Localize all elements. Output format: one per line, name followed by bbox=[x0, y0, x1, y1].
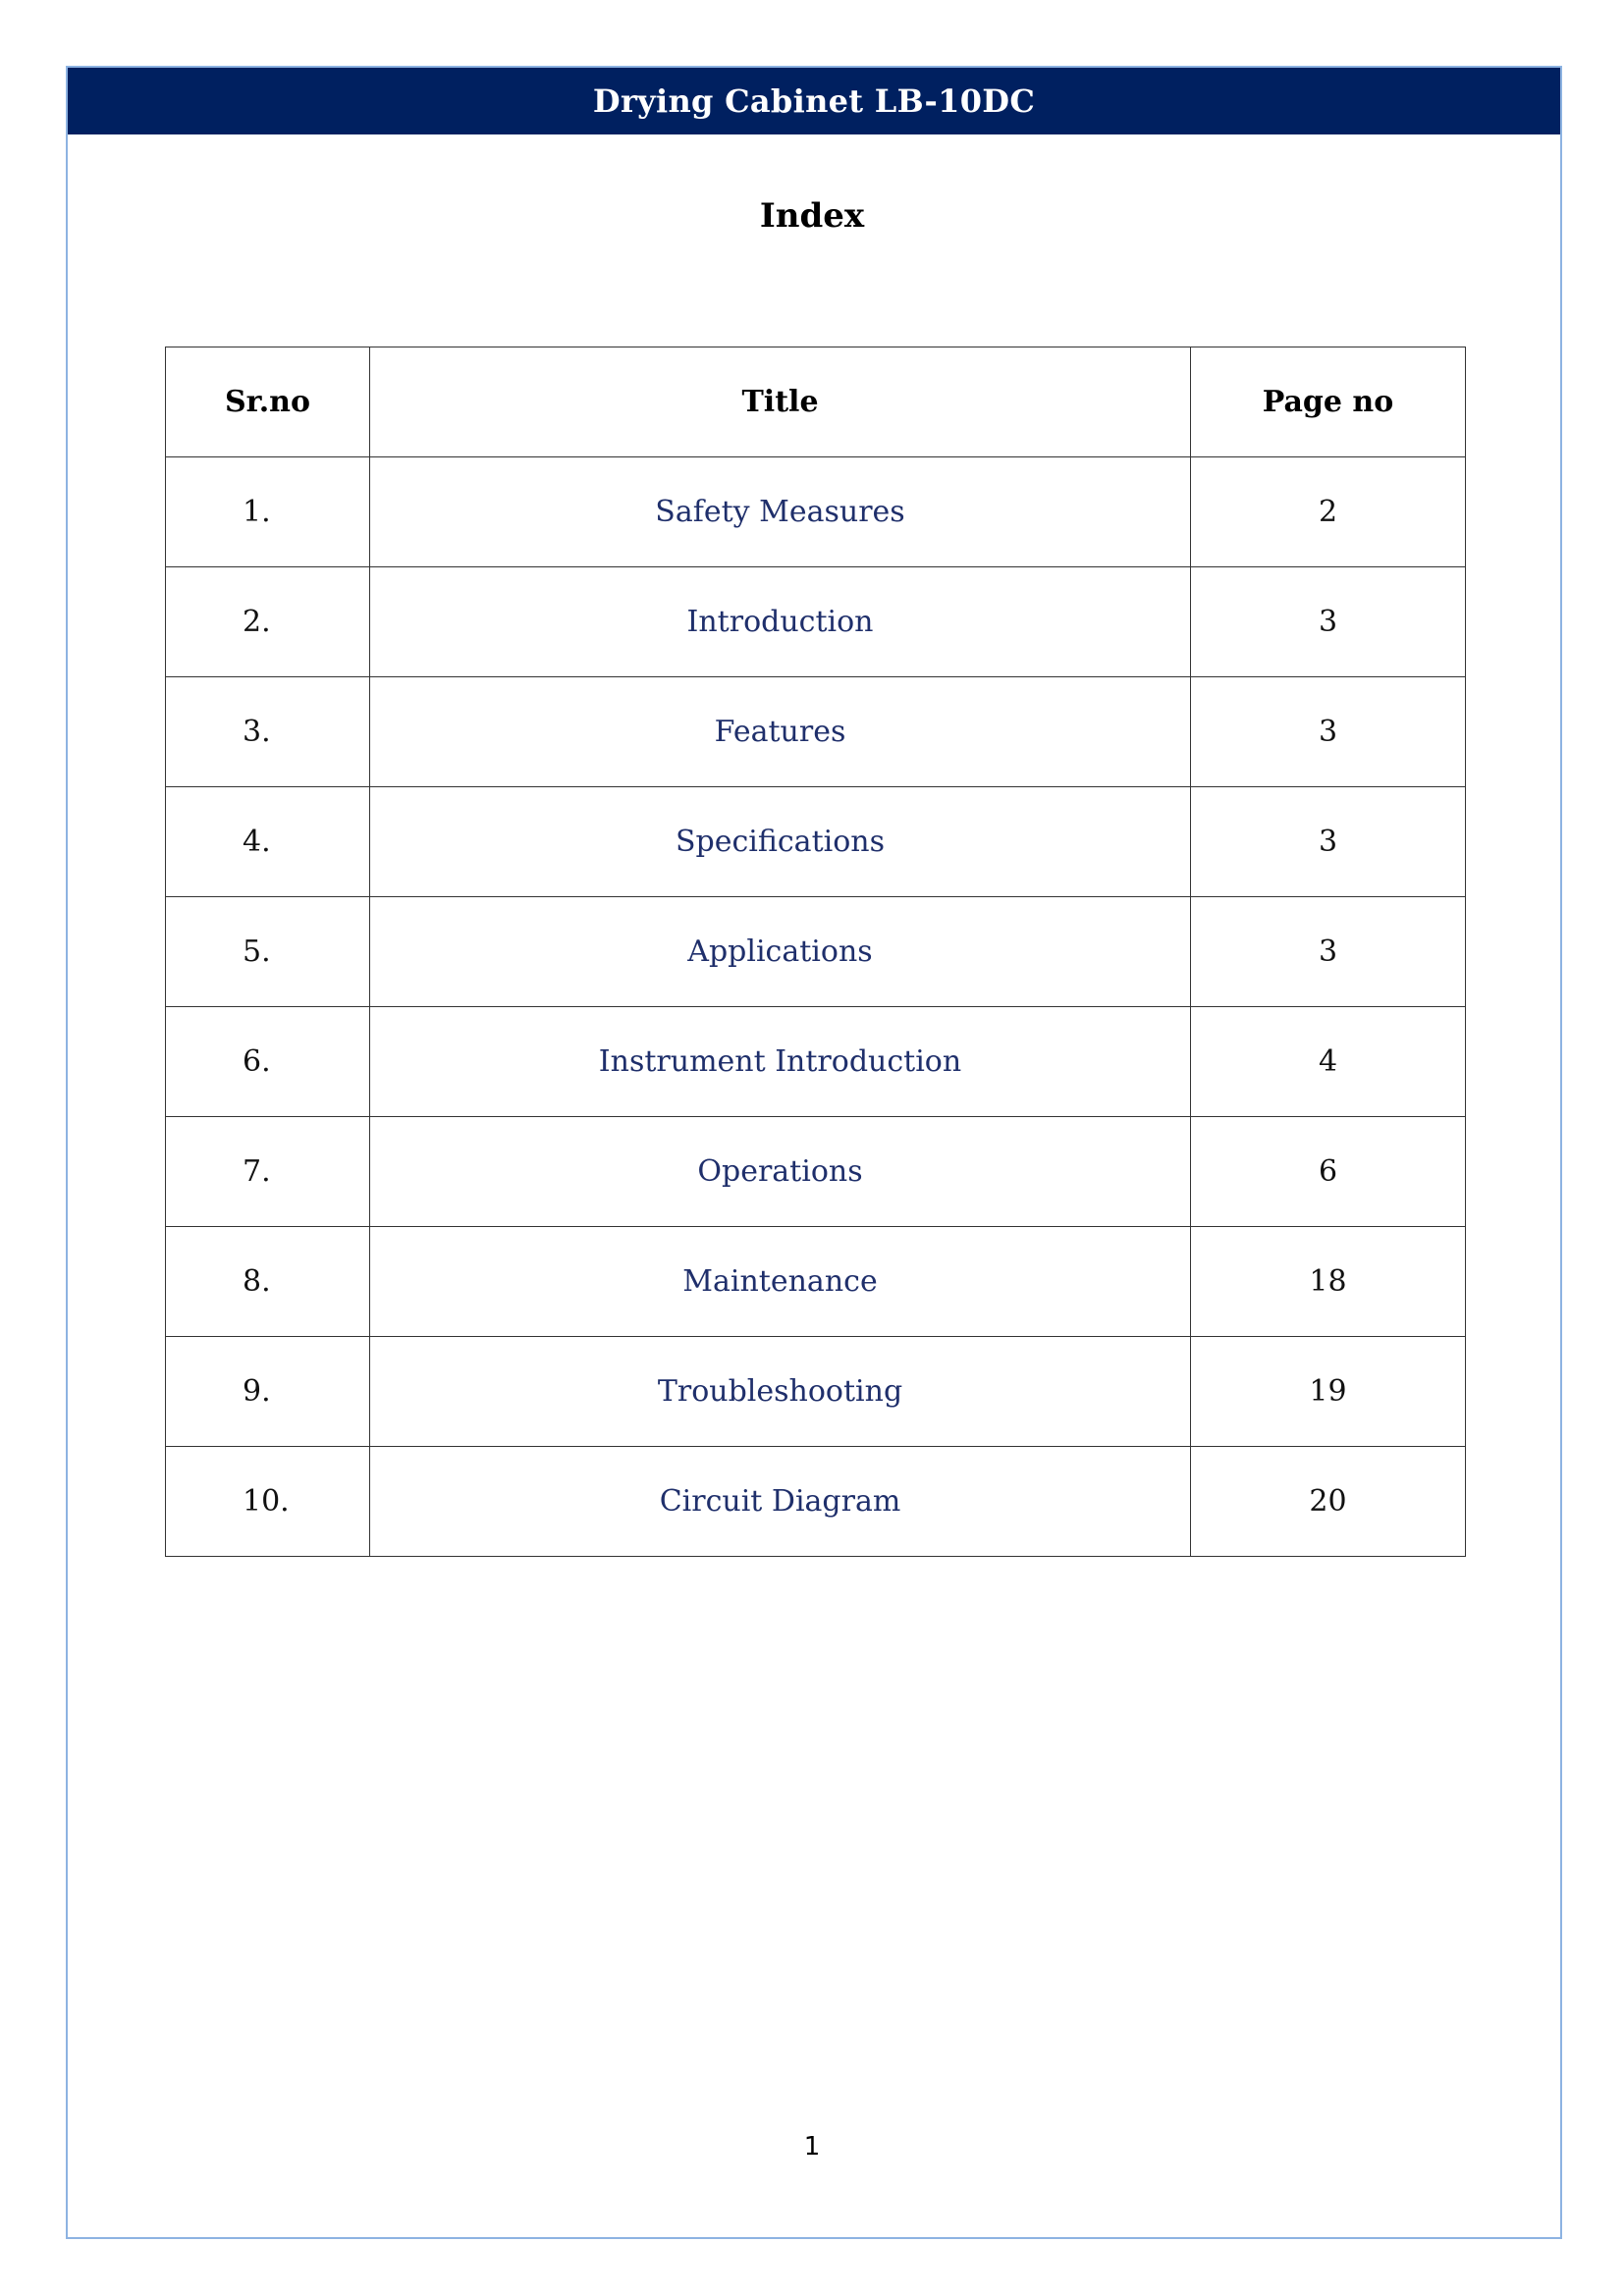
row-title-link[interactable]: Circuit Diagram bbox=[370, 1447, 1191, 1557]
table-row bbox=[166, 1337, 1466, 1447]
table-row bbox=[166, 787, 1466, 897]
table-row bbox=[166, 457, 1466, 567]
index-table bbox=[165, 347, 1466, 1557]
row-title-link[interactable]: Operations bbox=[370, 1117, 1191, 1227]
row-title-link[interactable]: Safety Measures bbox=[370, 457, 1191, 567]
row-page-no: 6 bbox=[1191, 1117, 1466, 1227]
row-sr-no: 5. bbox=[166, 897, 370, 1007]
table-header-row bbox=[166, 347, 1466, 457]
row-title-link[interactable]: Specifications bbox=[370, 787, 1191, 897]
table-row bbox=[166, 677, 1466, 787]
row-page-no: 3 bbox=[1191, 567, 1466, 677]
row-page-no: 18 bbox=[1191, 1227, 1466, 1337]
index-heading: Index bbox=[759, 196, 865, 236]
row-title-link[interactable]: Instrument Introduction bbox=[370, 1007, 1191, 1117]
row-sr-no: 7. bbox=[166, 1117, 370, 1227]
column-header-page-no: Page no bbox=[1191, 347, 1466, 457]
row-page-no: 2 bbox=[1191, 457, 1466, 567]
row-title-link[interactable]: Maintenance bbox=[370, 1227, 1191, 1337]
row-sr-no: 1. bbox=[166, 457, 370, 567]
page-number: 1 bbox=[803, 2132, 821, 2162]
column-header-title: Title bbox=[370, 347, 1191, 457]
row-sr-no: 9. bbox=[166, 1337, 370, 1447]
row-page-no: 3 bbox=[1191, 677, 1466, 787]
row-title-link[interactable]: Troubleshooting bbox=[370, 1337, 1191, 1447]
table-row bbox=[166, 1227, 1466, 1337]
row-sr-no: 4. bbox=[166, 787, 370, 897]
row-title-link[interactable]: Features bbox=[370, 677, 1191, 787]
table-row bbox=[166, 1447, 1466, 1557]
row-page-no: 19 bbox=[1191, 1337, 1466, 1447]
row-page-no: 20 bbox=[1191, 1447, 1466, 1557]
header-bar bbox=[68, 68, 1560, 134]
row-sr-no: 3. bbox=[166, 677, 370, 787]
table-row bbox=[166, 567, 1466, 677]
table-row bbox=[166, 1007, 1466, 1117]
row-page-no: 3 bbox=[1191, 897, 1466, 1007]
row-page-no: 4 bbox=[1191, 1007, 1466, 1117]
table-row bbox=[166, 1117, 1466, 1227]
column-header-sr-no: Sr.no bbox=[166, 347, 370, 457]
row-title-link[interactable]: Introduction bbox=[370, 567, 1191, 677]
row-sr-no: 6. bbox=[166, 1007, 370, 1117]
document-title: Drying Cabinet LB-10DC bbox=[592, 82, 1036, 120]
row-sr-no: 8. bbox=[166, 1227, 370, 1337]
row-sr-no: 10. bbox=[166, 1447, 370, 1557]
table-row bbox=[166, 897, 1466, 1007]
row-sr-no: 2. bbox=[166, 567, 370, 677]
row-page-no: 3 bbox=[1191, 787, 1466, 897]
row-title-link[interactable]: Applications bbox=[370, 897, 1191, 1007]
